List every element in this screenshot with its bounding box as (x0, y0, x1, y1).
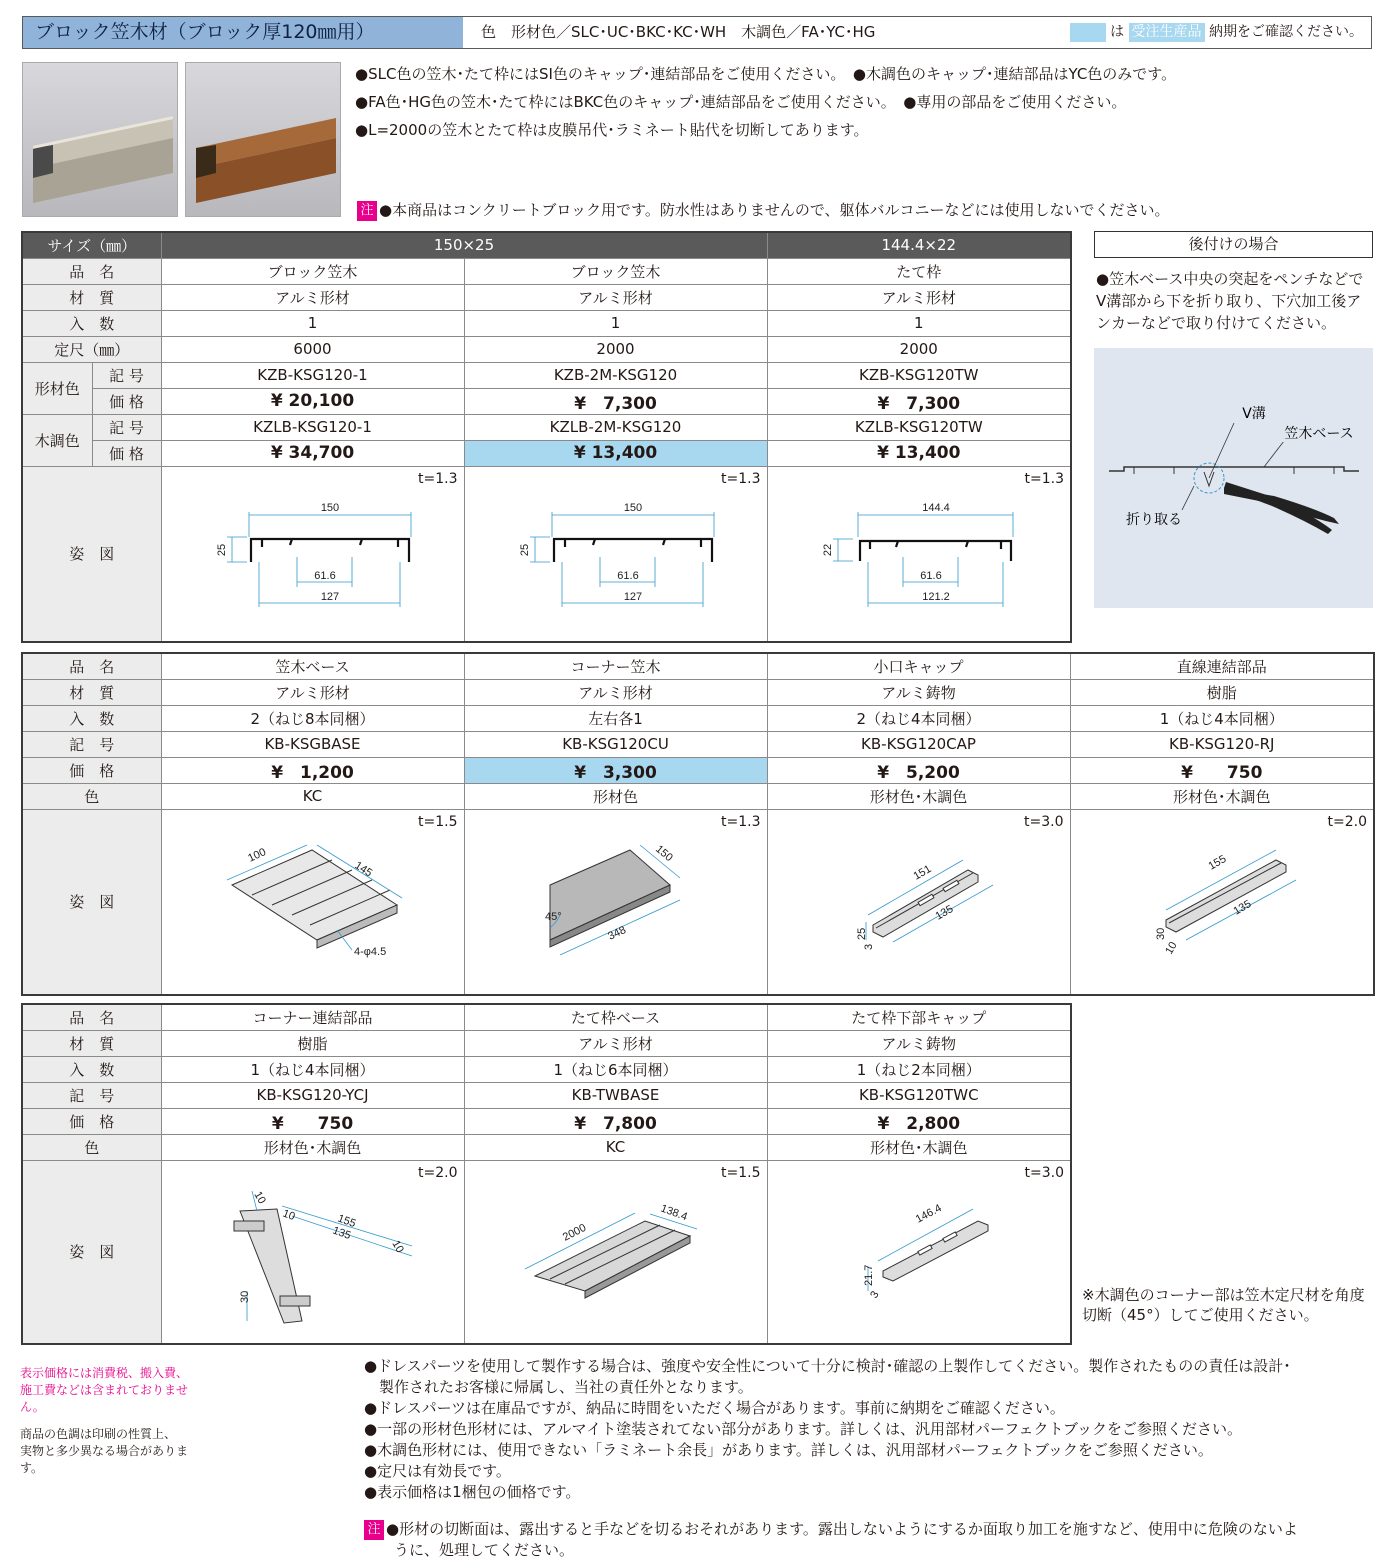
disclaimer-line: 商品の色調は印刷の性質上、 (20, 1427, 177, 1441)
profile-svg (465, 467, 765, 642)
row-label: 記 号 (22, 1082, 161, 1108)
product-name: たて枠下部キャップ (767, 1004, 1071, 1030)
dim-label: 3 (862, 943, 875, 950)
material: アルミ形材 (161, 284, 464, 310)
price: ¥ 7,800 (464, 1108, 767, 1134)
dim-label: 138.4 (658, 1202, 689, 1223)
dim-label: 4-φ4.5 (353, 945, 386, 958)
row-label: 材 質 (22, 679, 161, 705)
note-line: ●定尺は有効長です。 (364, 1462, 511, 1480)
row-label: 記 号 (92, 414, 161, 440)
product-code: KB-KSGBASE (161, 731, 464, 757)
price: ¥ 5,200 (767, 757, 1070, 783)
thickness: t=1.3 (721, 470, 761, 487)
dim-label: 10 (280, 1207, 297, 1223)
dim-height: 25 (518, 543, 531, 556)
warning-text: ●本商品はコンクリートブロック用です。防水性はありませんので、躯体バルコニーなどには使用しないでください。 (379, 201, 1170, 219)
price: ¥ 20,100 (161, 388, 464, 414)
v-groove-label: V溝 (1242, 406, 1266, 422)
page-title: ブロック笠木材（ブロック厚120㎜用） (23, 17, 463, 48)
note-line: ●L=2000の笠木とたて枠は皮膜吊代･ラミネート貼代を切断してあります。 (355, 121, 869, 139)
length: 6000 (161, 336, 464, 362)
legend (1070, 17, 1363, 48)
material: 樹脂 (1070, 679, 1374, 705)
dim-label: 3 (867, 1288, 882, 1300)
row-label: 品 名 (22, 1004, 161, 1030)
row-label: 材 質 (22, 1030, 161, 1056)
dim-label: 135 (933, 902, 955, 923)
row-label: 木調色 (22, 414, 92, 466)
legend-swatch (1070, 23, 1106, 42)
dim-label: 151 (911, 862, 933, 883)
product-code: KZLB-KSG120TW (767, 414, 1071, 440)
quantity: 1（ねじ4本同梱） (1070, 705, 1374, 731)
quantity: 左右各1 (464, 705, 767, 731)
dim-label: 45° (544, 910, 562, 923)
note-line: ●一部の形材色形材には、アルマイト塗装されてない部分があります。詳しくは、汎用部材パーフェクトブックをご参照ください。 (364, 1420, 1242, 1438)
dim-label: 25 (855, 927, 868, 940)
quantity: 1 (161, 310, 464, 336)
row-label: 価 格 (92, 440, 161, 466)
dim-label: 10 (1162, 939, 1180, 956)
dim-outer: 127 (623, 590, 642, 603)
row-label: 価 格 (92, 388, 161, 414)
thickness: t=1.3 (418, 470, 458, 487)
usage-notes (364, 1356, 1374, 1560)
dim-width: 150 (320, 501, 339, 514)
length: 2000 (767, 336, 1071, 362)
product-photo-silver (22, 62, 178, 217)
length: 2000 (464, 336, 767, 362)
disclaimer-line: 実物と多少異なる場合があります。 (20, 1444, 189, 1475)
color-options: 色 形材色／SLC･UC･BKC･KC･WH 木調色／FA･YC･HG (481, 23, 876, 41)
part-drawing (464, 1160, 767, 1344)
part-drawing (161, 1160, 464, 1344)
dim-label: 10 (250, 1189, 268, 1206)
note-line: 製作されたお客様に帰属し、当社の責任外となります。 (379, 1378, 753, 1396)
material: 樹脂 (161, 1030, 464, 1056)
dim-label: 135 (330, 1224, 352, 1242)
row-label: 入 数 (22, 310, 161, 336)
price-made-to-order: ¥ 13,400 (464, 440, 767, 466)
product-name: 笠木ベース (161, 653, 464, 679)
thickness: t=2.0 (418, 1164, 458, 1181)
row-label: 入 数 (22, 1056, 161, 1082)
warning-icon: 注 (364, 1520, 384, 1540)
product-name: ブロック笠木 (161, 258, 464, 284)
dim-label: 30 (238, 1290, 251, 1303)
row-label: 姿 図 (22, 1160, 161, 1344)
dim-label: 155 (1206, 852, 1228, 873)
product-code: KZLB-KSG120-1 (161, 414, 464, 440)
thickness: t=1.3 (721, 813, 761, 830)
product-table-parts (21, 652, 1375, 996)
dim-label: 155 (335, 1212, 357, 1230)
product-name: たて枠ベース (464, 1004, 767, 1030)
size-label: サイズ（㎜） (22, 232, 161, 258)
thickness: t=1.5 (721, 1164, 761, 1181)
note-line: ●表示価格は1梱包の価格です。 (364, 1483, 581, 1501)
row-label: 記 号 (22, 731, 161, 757)
dim-label: 2000 (560, 1221, 588, 1244)
base-label: 笠木ベース (1284, 426, 1354, 442)
product-code: KB-KSG120-RJ (1070, 731, 1374, 757)
dim-height: 25 (215, 543, 228, 556)
dim-label: 146.4 (913, 1201, 944, 1226)
row-label: 色 (22, 1134, 161, 1160)
row-label: 品 名 (22, 653, 161, 679)
color-value: 形材色 (464, 783, 767, 809)
product-name: コーナー笠木 (464, 653, 767, 679)
dim-width: 150 (623, 501, 642, 514)
dim-label: 10 (388, 1238, 406, 1255)
made-to-order-badge: 受注生産品 (1129, 23, 1205, 42)
quantity: 1（ねじ6本同梱） (464, 1056, 767, 1082)
row-label: 姿 図 (22, 809, 161, 995)
product-code: KZB-2M-KSG120 (464, 362, 767, 388)
dim-label: 348 (605, 923, 628, 943)
break-label: 折り取る (1126, 512, 1182, 528)
material: アルミ形材 (464, 284, 767, 310)
dim-outer: 121.2 (921, 590, 950, 603)
product-name: 直線連結部品 (1070, 653, 1374, 679)
size-value: 144.4×22 (767, 232, 1071, 258)
product-code: KZLB-2M-KSG120 (464, 414, 767, 440)
product-table-kasagi (21, 231, 1072, 643)
quantity: 2（ねじ8本同梱） (161, 705, 464, 731)
price: ¥ 750 (161, 1108, 464, 1134)
dim-outer: 127 (320, 590, 339, 603)
profile-svg (162, 467, 462, 642)
profile-svg (768, 467, 1068, 642)
size-value: 150×25 (161, 232, 767, 258)
material: アルミ鋳物 (767, 1030, 1071, 1056)
dim-width: 144.4 (921, 501, 950, 514)
quantity: 1（ねじ2本同梱） (767, 1056, 1071, 1082)
note-line: ●ドレスパーツを使用して製作する場合は、強度や安全性について十分に検討･確認の上製作してください。製作されたものの責任は設計･ (364, 1357, 1291, 1375)
row-label: 品 名 (22, 258, 161, 284)
profile-drawing (464, 466, 767, 642)
dim-label: 145 (351, 858, 374, 880)
color-value: 形材色･木調色 (161, 1134, 464, 1160)
dim-label: 30 (1154, 927, 1167, 940)
profile-drawing (161, 466, 464, 642)
color-value: 形材色･木調色 (767, 1134, 1071, 1160)
dim-label: 150 (652, 842, 675, 864)
thickness: t=3.0 (1024, 813, 1064, 830)
corner-note: ※木調色のコーナー部は笠木定尺材を角度切断（45°）してご使用ください。 (1082, 1286, 1365, 1324)
part-drawing (1070, 809, 1374, 995)
profile-drawing (767, 466, 1071, 642)
product-name: コーナー連結部品 (161, 1004, 464, 1030)
dim-label: 21.7 (862, 1264, 875, 1286)
retrofit-title: 後付けの場合 (1094, 231, 1373, 258)
page-header (22, 16, 1372, 49)
row-label: 材 質 (22, 284, 161, 310)
product-code: KB-KSG120CAP (767, 731, 1070, 757)
product-name: 小口キャップ (767, 653, 1070, 679)
part-drawing (767, 809, 1070, 995)
material: アルミ形材 (464, 679, 767, 705)
price: ¥ 13,400 (767, 440, 1071, 466)
dim-label: 100 (245, 845, 268, 865)
material: アルミ形材 (767, 284, 1071, 310)
retrofit-panel (1094, 231, 1373, 608)
thickness: t=3.0 (1024, 1164, 1064, 1181)
product-table-parts-2 (21, 1003, 1072, 1345)
warning-text: ●形材の切断面は、露出すると手などを切るおそれがあります。露出しないようにするか面取り加工を施すなど、使用中に危険のないよ (386, 1520, 1298, 1538)
thickness: t=2.0 (1327, 813, 1367, 830)
price: ¥ 750 (1070, 757, 1374, 783)
price-disclaimer (20, 1365, 210, 1477)
color-value: KC (464, 1134, 767, 1160)
dim-inner: 61.6 (313, 569, 336, 582)
material: アルミ鋳物 (767, 679, 1070, 705)
retrofit-text: ●笠木ベース中央の突起をペンチなどでV溝部から下を折り取り、下穴加工後アンカーなどで取り付けてください。 (1096, 270, 1364, 332)
quantity: 2（ねじ4本同梱） (767, 705, 1070, 731)
product-code: KB-KSG120TWC (767, 1082, 1071, 1108)
row-label: 色 (22, 783, 161, 809)
product-code: KZB-KSG120TW (767, 362, 1071, 388)
row-label: 価 格 (22, 1108, 161, 1134)
product-name: たて枠 (767, 258, 1071, 284)
product-notes (355, 60, 1365, 224)
material: アルミ形材 (464, 1030, 767, 1056)
color-value: 形材色･木調色 (767, 783, 1070, 809)
note-line: ●木調色形材には、使用できない「ラミネート余長」があります。詳しくは、汎用部材パーフェクトブックをご参照ください。 (364, 1441, 1213, 1459)
thickness: t=1.3 (1024, 470, 1065, 487)
part-drawing (464, 809, 767, 995)
row-label: 記 号 (92, 362, 161, 388)
price: ¥ 34,700 (161, 440, 464, 466)
row-label: 入 数 (22, 705, 161, 731)
product-photo-wood (185, 62, 341, 217)
row-label: 姿 図 (22, 466, 161, 642)
product-name: ブロック笠木 (464, 258, 767, 284)
price: ¥ 7,300 (767, 388, 1071, 414)
warning-note (364, 1519, 1374, 1540)
legend-post: 納期をご確認ください。 (1209, 24, 1363, 40)
dim-inner: 61.6 (616, 569, 639, 582)
note-line: ●FA色･HG色の笠木･たて枠にはBKC色のキャップ･連結部品をご使用ください。 ●専用の部品をご使用ください。 (355, 93, 1127, 111)
quantity: 1（ねじ4本同梱） (161, 1056, 464, 1082)
part-drawing (767, 1160, 1071, 1344)
quantity: 1 (464, 310, 767, 336)
legend-pre: は (1110, 24, 1125, 40)
dim-label: 135 (1231, 897, 1253, 918)
material: アルミ形材 (161, 679, 464, 705)
price: ¥ 2,800 (767, 1108, 1071, 1134)
warning-note (357, 196, 1365, 224)
color-value: 形材色･木調色 (1070, 783, 1374, 809)
disclaimer-line: 表示価格には消費税、搬入費、 (20, 1366, 189, 1380)
price-made-to-order: ¥ 3,300 (464, 757, 767, 783)
quantity: 1 (767, 310, 1071, 336)
warning-icon: 注 (357, 201, 377, 221)
note-line: ●ドレスパーツは在庫品ですが、納品に時間をいただく場合があります。事前に納期をご確認ください。 (364, 1399, 1065, 1417)
price: ¥ 7,300 (464, 388, 767, 414)
part-drawing (161, 809, 464, 995)
row-label: 価 格 (22, 757, 161, 783)
product-code: KZB-KSG120-1 (161, 362, 464, 388)
color-value: KC (161, 783, 464, 809)
dim-inner: 61.6 (919, 569, 942, 582)
disclaimer-line: 施工費などは含まれておりません。 (20, 1383, 189, 1414)
product-code: KB-KSG120CU (464, 731, 767, 757)
product-code: KB-TWBASE (464, 1082, 767, 1108)
dim-height: 22 (821, 543, 834, 556)
price: ¥ 1,200 (161, 757, 464, 783)
row-label: 形材色 (22, 362, 92, 414)
thickness: t=1.5 (418, 813, 458, 830)
warning-text: うに、処理してください。 (394, 1541, 575, 1559)
row-label: 定尺（㎜） (22, 336, 161, 362)
retrofit-diagram (1094, 348, 1373, 608)
product-code: KB-KSG120-YCJ (161, 1082, 464, 1108)
note-line: ●SLC色の笠木･たて枠にはSI色のキャップ･連結部品をご使用ください。 ●木調色のキャップ･連結部品はYC色のみです。 (355, 65, 1177, 83)
